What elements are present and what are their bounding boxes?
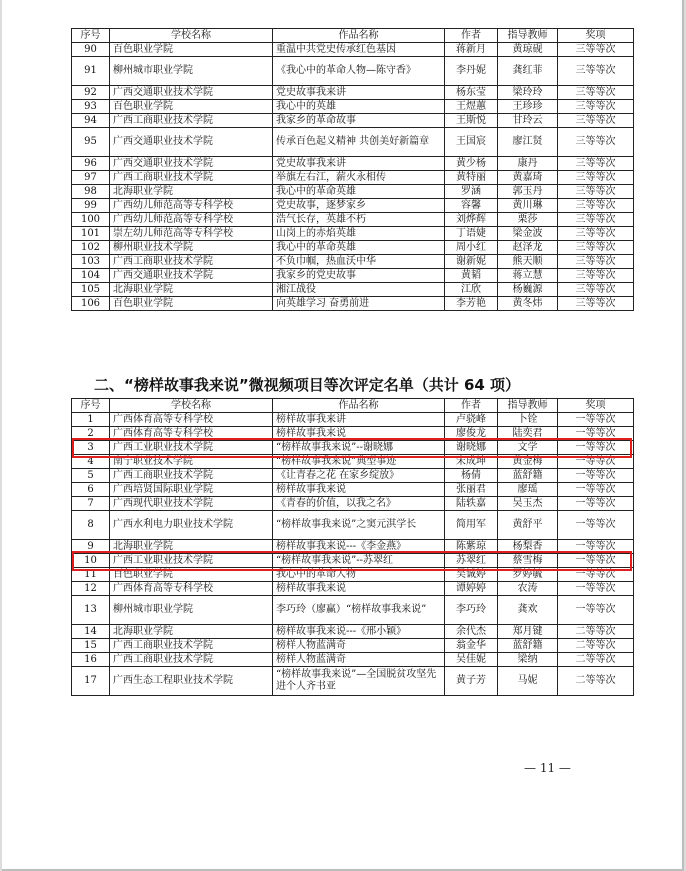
cell-author: 黄特丽 [445, 171, 498, 185]
cell-school: 百色职业学院 [110, 297, 273, 311]
cell-no: 6 [72, 483, 110, 497]
cell-teacher: 卜铨 [498, 413, 558, 427]
table-row [72, 540, 634, 554]
table-row [72, 667, 634, 696]
table-row [72, 114, 634, 128]
cell-no: 15 [72, 639, 110, 653]
cell-award: 三等等次 [558, 199, 634, 213]
cell-school: 广西工商职业技术学院 [110, 469, 273, 483]
cell-school: 广西交通职业技术学院 [110, 86, 273, 100]
cell-teacher: 梁纳 [498, 653, 558, 667]
cell-work: 浩气长存，英雄不朽 [273, 213, 445, 227]
cell-school: 南宁职业技术学院 [110, 455, 273, 469]
cell-work: 榜样故事我来说---《李金燕》 [273, 540, 445, 554]
cell-work: 《青春的价值，以我之名》 [273, 497, 445, 511]
cell-work: 榜样故事我来说---《邢小颖》 [273, 625, 445, 639]
cell-school: 柳州职业技术学院 [110, 241, 273, 255]
cell-work: 我心中的英雄 [273, 100, 445, 114]
cell-award: 一等等次 [558, 568, 634, 582]
cell-author: 李丹妮 [445, 57, 498, 86]
cell-no: 95 [72, 128, 110, 157]
cell-work: 我家乡的党史故事 [273, 269, 445, 283]
table-row [72, 297, 634, 311]
cell-work: 重温中共党史传承红色基因 [273, 43, 445, 57]
table-row [72, 483, 634, 497]
cell-award: 一等等次 [558, 540, 634, 554]
cell-author: 王斯悦 [445, 114, 498, 128]
cell-award: 三等等次 [558, 241, 634, 255]
cell-author: 杨东莹 [445, 86, 498, 100]
cell-author: 谢新妮 [445, 255, 498, 269]
cell-author: 吴佳妮 [445, 653, 498, 667]
cell-school: 广西体育高等专科学校 [110, 427, 273, 441]
cell-work: 榜样人物蓝满奇 [273, 639, 445, 653]
cell-award: 一等等次 [558, 554, 634, 568]
table-row [72, 157, 634, 171]
cell-award: 一等等次 [558, 455, 634, 469]
cell-award: 一等等次 [558, 582, 634, 596]
cell-work: “榜样故事我来说”—全国脱贫攻坚先进个人齐书亚 [273, 667, 445, 696]
cell-work: 向英雄学习 奋勇前进 [273, 297, 445, 311]
cell-teacher: 蓝舒籍 [498, 639, 558, 653]
cell-no: 2 [72, 427, 110, 441]
cell-school: 广西工商职业技术学院 [110, 255, 273, 269]
cell-teacher: 黄琼砚 [498, 43, 558, 57]
cell-award: 三等等次 [558, 283, 634, 297]
table-row [72, 269, 634, 283]
cell-author: 李巧玲 [445, 596, 498, 625]
header-no: 序号 [72, 29, 110, 43]
cell-award: 三等等次 [558, 57, 634, 86]
cell-author: 江欣 [445, 283, 498, 297]
table-row [72, 653, 634, 667]
table-row [72, 128, 634, 157]
cell-school: 北海职业学院 [110, 283, 273, 297]
cell-school: 广西工业职业技术学院 [110, 441, 273, 455]
cell-work: 榜样故事我来说 [273, 427, 445, 441]
cell-no: 3 [72, 441, 110, 455]
cell-work: 《我心中的革命人物—陈守香》 [273, 57, 445, 86]
cell-no: 7 [72, 497, 110, 511]
cell-author: 苏翠红 [445, 554, 498, 568]
cell-no: 1 [72, 413, 110, 427]
section-title: 二、“榜样故事我来说”微视频项目等次评定名单（共计 64 项） [94, 376, 521, 394]
table-row [72, 441, 634, 455]
table-row [72, 582, 634, 596]
cell-author: 廖俊龙 [445, 427, 498, 441]
cell-teacher: 吴玉杰 [498, 497, 558, 511]
cell-no: 12 [72, 582, 110, 596]
header-author: 作者 [445, 29, 498, 43]
awards-table-part1 [71, 28, 634, 311]
cell-teacher: 赵泽龙 [498, 241, 558, 255]
cell-award: 三等等次 [558, 227, 634, 241]
cell-school: 广西交通职业技术学院 [110, 128, 273, 157]
cell-award: 二等等次 [558, 639, 634, 653]
header-award: 奖项 [558, 399, 634, 413]
cell-school: 百色职业学院 [110, 568, 273, 582]
cell-no: 4 [72, 455, 110, 469]
table-header-row [72, 399, 634, 413]
cell-teacher: 龚欢 [498, 596, 558, 625]
cell-author: 周小红 [445, 241, 498, 255]
cell-award: 三等等次 [558, 86, 634, 100]
cell-teacher: 黄金梅 [498, 455, 558, 469]
cell-award: 一等等次 [558, 483, 634, 497]
cell-no: 104 [72, 269, 110, 283]
cell-school: 广西幼儿师范高等专科学校 [110, 213, 273, 227]
cell-award: 一等等次 [558, 511, 634, 540]
table-row [72, 511, 634, 540]
cell-work: 榜样故事我来讲 [273, 413, 445, 427]
cell-work: 不负巾帼，热血沃中华 [273, 255, 445, 269]
header-author: 作者 [445, 399, 498, 413]
table-row [72, 625, 634, 639]
cell-award: 三等等次 [558, 269, 634, 283]
cell-teacher: 黄嘉琦 [498, 171, 558, 185]
cell-no: 102 [72, 241, 110, 255]
document-page [2, 0, 684, 871]
header-no: 序号 [72, 399, 110, 413]
cell-school: 广西体育高等专科学校 [110, 582, 273, 596]
cell-school: 广西现代职业技术学院 [110, 497, 273, 511]
cell-award: 三等等次 [558, 171, 634, 185]
cell-school: 广西培贤国际职业学院 [110, 483, 273, 497]
cell-author: 刘烨辉 [445, 213, 498, 227]
cell-teacher: 黄舒平 [498, 511, 558, 540]
cell-award: 二等等次 [558, 653, 634, 667]
cell-school: 北海职业学院 [110, 625, 273, 639]
cell-no: 99 [72, 199, 110, 213]
cell-work: 举旗左右江，薪火永相传 [273, 171, 445, 185]
cell-teacher: 杨巍源 [498, 283, 558, 297]
cell-award: 三等等次 [558, 213, 634, 227]
table-row [72, 86, 634, 100]
cell-author: 容馨 [445, 199, 498, 213]
cell-no: 98 [72, 185, 110, 199]
table-row [72, 185, 634, 199]
header-award: 奖项 [558, 29, 634, 43]
cell-no: 106 [72, 297, 110, 311]
cell-author: 罗涵 [445, 185, 498, 199]
cell-no: 97 [72, 171, 110, 185]
cell-no: 94 [72, 114, 110, 128]
cell-award: 一等等次 [558, 469, 634, 483]
cell-award: 三等等次 [558, 100, 634, 114]
cell-teacher: 罗婷毓 [498, 568, 558, 582]
cell-work: 我家乡的革命故事 [273, 114, 445, 128]
cell-award: 一等等次 [558, 497, 634, 511]
cell-author: 黄少杨 [445, 157, 498, 171]
cell-award: 三等等次 [558, 297, 634, 311]
cell-school: 广西工商职业技术学院 [110, 171, 273, 185]
cell-work: 山岗上的赤焰英雄 [273, 227, 445, 241]
header-school: 学校名称 [110, 29, 273, 43]
cell-school: 广西工业职业技术学院 [110, 554, 273, 568]
cell-no: 103 [72, 255, 110, 269]
header-teacher: 指导教师 [498, 399, 558, 413]
table-row [72, 554, 634, 568]
cell-work: 李巧玲（廖赢）“榜样故事我来说” [273, 596, 445, 625]
cell-author: 翁金华 [445, 639, 498, 653]
cell-school: 崇左幼儿师范高等专科学校 [110, 227, 273, 241]
cell-award: 一等等次 [558, 413, 634, 427]
cell-no: 14 [72, 625, 110, 639]
cell-school: 北海职业学院 [110, 540, 273, 554]
cell-school: 广西生态工程职业技术学院 [110, 667, 273, 696]
table-row [72, 100, 634, 114]
cell-author: 黄子芳 [445, 667, 498, 696]
table-row [72, 639, 634, 653]
cell-teacher: 文学 [498, 441, 558, 455]
cell-author: 卢骁峰 [445, 413, 498, 427]
cell-school: 广西体育高等专科学校 [110, 413, 273, 427]
cell-teacher: 蓝舒籍 [498, 469, 558, 483]
cell-no: 105 [72, 283, 110, 297]
cell-author: 简用军 [445, 511, 498, 540]
cell-school: 北海职业学院 [110, 185, 273, 199]
cell-school: 广西工商职业技术学院 [110, 114, 273, 128]
cell-no: 96 [72, 157, 110, 171]
cell-award: 三等等次 [558, 255, 634, 269]
cell-teacher: 龚红菲 [498, 57, 558, 86]
cell-teacher: 郭玉丹 [498, 185, 558, 199]
cell-no: 93 [72, 100, 110, 114]
cell-work: 榜样人物蓝满奇 [273, 653, 445, 667]
cell-school: 柳州城市职业学院 [110, 57, 273, 86]
cell-award: 三等等次 [558, 157, 634, 171]
table-header-row [72, 29, 634, 43]
cell-no: 13 [72, 596, 110, 625]
cell-author: 黄韬 [445, 269, 498, 283]
table-row [72, 568, 634, 582]
cell-no: 90 [72, 43, 110, 57]
cell-no: 16 [72, 653, 110, 667]
cell-author: 陈紫琼 [445, 540, 498, 554]
awards-table-part2 [71, 398, 634, 696]
cell-no: 10 [72, 554, 110, 568]
cell-no: 8 [72, 511, 110, 540]
cell-author: 蒋新月 [445, 43, 498, 57]
cell-work: 《让青春之花 在家乡绽放》 [273, 469, 445, 483]
cell-award: 三等等次 [558, 185, 634, 199]
table-row [72, 213, 634, 227]
cell-teacher: 陆奕君 [498, 427, 558, 441]
cell-school: 广西交通职业技术学院 [110, 157, 273, 171]
cell-author: 陆轶嘉 [445, 497, 498, 511]
cell-work: “榜样故事我来说”之窦元淇学长 [273, 511, 445, 540]
cell-author: 吴诚婷 [445, 568, 498, 582]
cell-no: 92 [72, 86, 110, 100]
cell-author: 张丽君 [445, 483, 498, 497]
cell-school: 广西工商职业技术学院 [110, 653, 273, 667]
cell-school: 广西工商职业技术学院 [110, 639, 273, 653]
cell-award: 一等等次 [558, 427, 634, 441]
table-row [72, 227, 634, 241]
cell-no: 5 [72, 469, 110, 483]
cell-school: 百色职业学院 [110, 43, 273, 57]
cell-author: 谢晓娜 [445, 441, 498, 455]
cell-school: 广西水利电力职业技术学院 [110, 511, 273, 540]
cell-no: 100 [72, 213, 110, 227]
cell-school: 百色职业学院 [110, 100, 273, 114]
table-row [72, 43, 634, 57]
cell-author: 余代杰 [445, 625, 498, 639]
cell-teacher: 王珍珍 [498, 100, 558, 114]
cell-teacher: 廖江贤 [498, 128, 558, 157]
cell-teacher: 蔡雪梅 [498, 554, 558, 568]
table-row [72, 413, 634, 427]
page-number: — 11 — [524, 761, 571, 775]
cell-author: 丁语婕 [445, 227, 498, 241]
cell-no: 11 [72, 568, 110, 582]
cell-teacher: 黄川琳 [498, 199, 558, 213]
cell-work: “榜样故事我来说”典型事迹 [273, 455, 445, 469]
table-row [72, 497, 634, 511]
cell-author: 李芳艳 [445, 297, 498, 311]
cell-work: “榜样故事我来说”--谢晓娜 [273, 441, 445, 455]
cell-author: 宋成坤 [445, 455, 498, 469]
cell-no: 101 [72, 227, 110, 241]
table-row [72, 171, 634, 185]
cell-author: 谭婷婷 [445, 582, 498, 596]
cell-no: 91 [72, 57, 110, 86]
cell-no: 17 [72, 667, 110, 696]
cell-school: 广西幼儿师范高等专科学校 [110, 199, 273, 213]
cell-teacher: 廖瑶 [498, 483, 558, 497]
cell-award: 三等等次 [558, 43, 634, 57]
cell-work: 湘江战役 [273, 283, 445, 297]
cell-award: 二等等次 [558, 625, 634, 639]
cell-award: 一等等次 [558, 596, 634, 625]
cell-work: 榜样故事我来说 [273, 483, 445, 497]
cell-teacher: 甘玲云 [498, 114, 558, 128]
cell-teacher: 康丹 [498, 157, 558, 171]
table-row [72, 57, 634, 86]
cell-teacher: 农涛 [498, 582, 558, 596]
table-row [72, 255, 634, 269]
cell-teacher: 杨梨香 [498, 540, 558, 554]
cell-work: 传承百色起义精神 共创美好新篇章 [273, 128, 445, 157]
table-row [72, 241, 634, 255]
table-row [72, 283, 634, 297]
cell-author: 杨倩 [445, 469, 498, 483]
cell-author: 王国宸 [445, 128, 498, 157]
cell-teacher: 蒋立慧 [498, 269, 558, 283]
cell-work: 党史故事，逐梦家乡 [273, 199, 445, 213]
table-row [72, 199, 634, 213]
cell-teacher: 郑月键 [498, 625, 558, 639]
header-school: 学校名称 [110, 399, 273, 413]
cell-work: 我心中的革命英雄 [273, 185, 445, 199]
table-row [72, 427, 634, 441]
cell-teacher: 栗莎 [498, 213, 558, 227]
header-work: 作品名称 [273, 29, 445, 43]
header-work: 作品名称 [273, 399, 445, 413]
cell-work: 我心中的革命人物 [273, 568, 445, 582]
table-row [72, 455, 634, 469]
cell-work: “榜样故事我来说”--苏翠红 [273, 554, 445, 568]
table-row [72, 469, 634, 483]
cell-teacher: 马妮 [498, 667, 558, 696]
cell-author: 王煜蕙 [445, 100, 498, 114]
cell-school: 广西交通职业技术学院 [110, 269, 273, 283]
cell-school: 柳州城市职业学院 [110, 596, 273, 625]
cell-award: 二等等次 [558, 667, 634, 696]
header-teacher: 指导教师 [498, 29, 558, 43]
cell-teacher: 梁玲玲 [498, 86, 558, 100]
cell-teacher: 黄冬炜 [498, 297, 558, 311]
cell-award: 三等等次 [558, 114, 634, 128]
cell-award: 三等等次 [558, 128, 634, 157]
cell-award: 一等等次 [558, 441, 634, 455]
cell-work: 榜样故事我来说 [273, 582, 445, 596]
cell-teacher: 熊天顺 [498, 255, 558, 269]
table-row [72, 596, 634, 625]
cell-work: 我心中的革命英雄 [273, 241, 445, 255]
cell-teacher: 梁金波 [498, 227, 558, 241]
cell-no: 9 [72, 540, 110, 554]
cell-work: 党史故事我来讲 [273, 157, 445, 171]
cell-work: 党史故事我来讲 [273, 86, 445, 100]
